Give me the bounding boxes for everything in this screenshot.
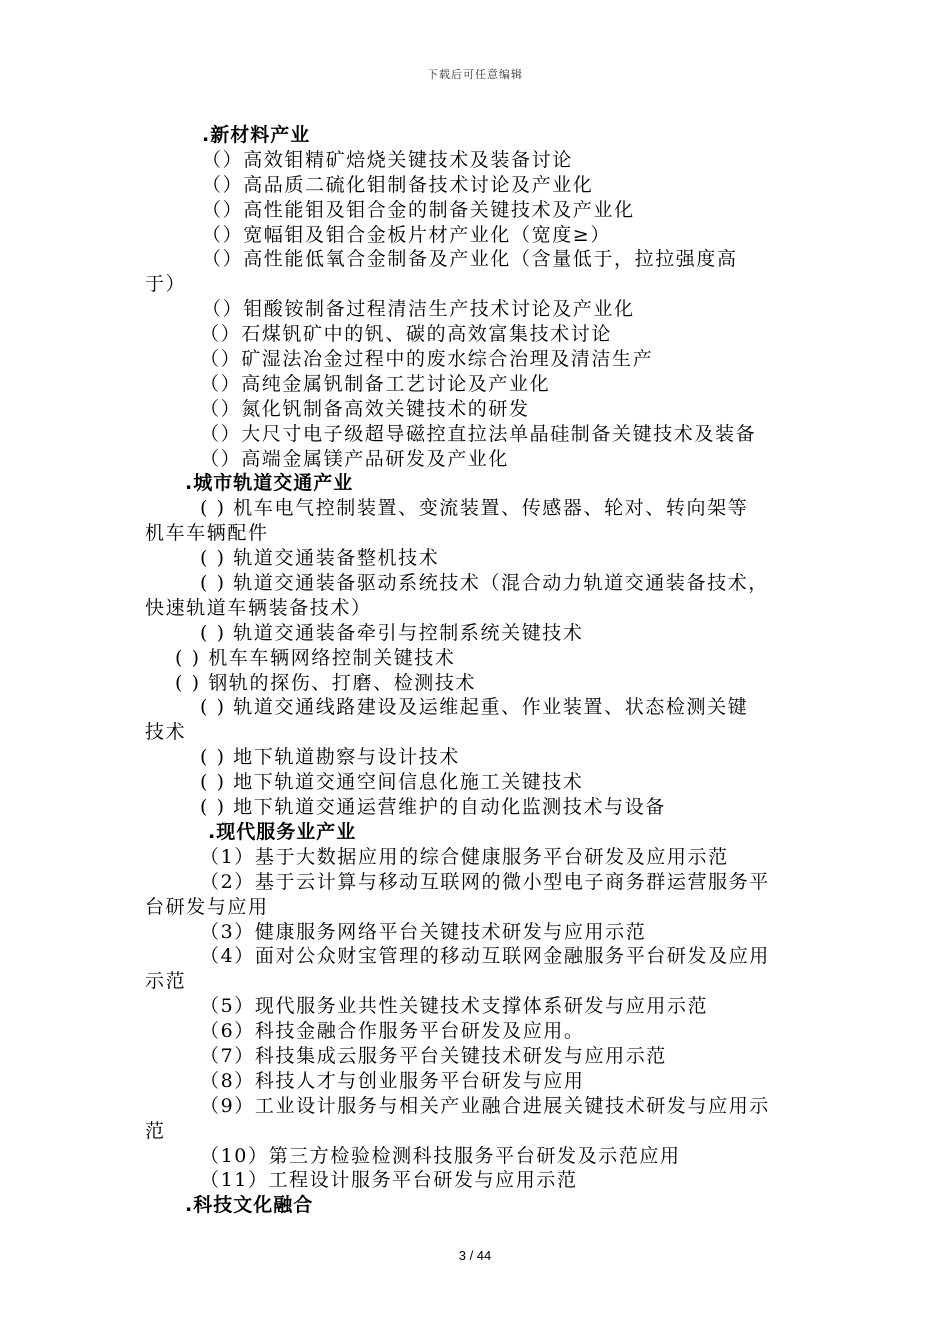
document-line: （5）现代服务业共性关键技术支撑体系研发与应用示范 bbox=[200, 995, 709, 1018]
document-body bbox=[145, 123, 810, 1218]
document-line: （）宽幅钼及钼合金板片材产业化（宽度≥） bbox=[202, 223, 611, 246]
document-line: （）氮化钒制备高效关键技术的研发 bbox=[200, 397, 530, 420]
document-line: 范 bbox=[145, 1119, 166, 1142]
document-line: 示范 bbox=[145, 970, 187, 993]
document-line: （6）科技金融合作服务平台研发及应用。 bbox=[200, 1020, 585, 1043]
document-line: ( ) 钢轨的探伤、打磨、检测技术 bbox=[175, 671, 477, 694]
document-line: （8）科技人才与创业服务平台研发与应用 bbox=[200, 1069, 585, 1092]
document-line: ( ) 地下轨道交通空间信息化施工关键技术 bbox=[200, 771, 584, 794]
page-number: 3 / 44 bbox=[458, 1248, 492, 1263]
document-line: （2）基于云计算与移动互联网的微小型电子商务群运营服务平 bbox=[200, 870, 770, 893]
document-line: ( ) 轨道交通装备牵引与控制系统关键技术 bbox=[200, 621, 584, 644]
document-line: 快速轨道车辆装备技术） bbox=[145, 596, 372, 619]
document-line: 技术 bbox=[145, 721, 187, 744]
document-line: （4）面对公众财宝管理的移动互联网金融服务平台研发及应用 bbox=[200, 945, 770, 968]
document-line: ( ) 轨道交通装备驱动系统技术（混合动力轨道交通装备技术， bbox=[200, 572, 769, 595]
document-line: （11）工程设计服务平台研发与应用示范 bbox=[200, 1169, 578, 1192]
document-line: （）矿湿法冶金过程中的废水综合治理及清洁生产 bbox=[200, 348, 654, 371]
section-heading: .城市轨道交通产业 bbox=[185, 472, 354, 495]
document-line: ( ) 机车车辆网络控制关键技术 bbox=[175, 646, 456, 669]
document-line: 于） bbox=[145, 273, 187, 296]
document-line: （）高性能低氧合金制备及产业化（含量低于，拉拉强度高 bbox=[202, 248, 738, 271]
document-line: ( ) 地下轨道交通运营维护的自动化监测技术与设备 bbox=[200, 796, 666, 819]
section-heading: .现代服务业产业 bbox=[208, 820, 357, 843]
document-line: （）钼酸铵制备过程清洁生产技术讨论及产业化 bbox=[202, 298, 635, 321]
document-line: 台研发与应用 bbox=[145, 895, 269, 918]
document-line: （1）基于大数据应用的综合健康服务平台研发及应用示范 bbox=[200, 845, 729, 868]
document-line: （）高效钼精矿焙烧关键技术及装备讨论 bbox=[202, 148, 573, 171]
document-line: （7）科技集成云服务平台关键技术研发与应用示范 bbox=[200, 1044, 667, 1067]
page-header-note: 下载后可任意编辑 bbox=[427, 68, 523, 81]
document-line: （）大尺寸电子级超导磁控直拉法单晶硅制备关键技术及装备 bbox=[200, 422, 757, 445]
document-line: （）高品质二硫化钼制备技术讨论及产业化 bbox=[202, 173, 594, 196]
document-line: ( ) 轨道交通线路建设及运维起重、作业装置、状态检测关键 bbox=[200, 696, 749, 719]
document-line: （）高端金属镁产品研发及产业化 bbox=[200, 447, 510, 470]
document-line: （3）健康服务网络平台关键技术研发与应用示范 bbox=[200, 920, 647, 943]
section-heading: .科技文化融合 bbox=[185, 1194, 314, 1217]
document-line: （10）第三方检验检测科技服务平台研发及示范应用 bbox=[200, 1144, 681, 1167]
document-line: （）石煤钒矿中的钒、碳的高效富集技术讨论 bbox=[200, 323, 613, 346]
document-line: ( ) 机车电气控制装置、变流装置、传感器、轮对、转向架等 bbox=[200, 497, 749, 520]
document-line: （9）工业设计服务与相关产业融合进展关键技术研发与应用示 bbox=[200, 1094, 770, 1117]
document-line: （）高性能钼及钼合金的制备关键技术及产业化 bbox=[202, 198, 635, 221]
document-line: （）高纯金属钒制备工艺讨论及产业化 bbox=[200, 372, 551, 395]
section-heading: .新材料产业 bbox=[202, 124, 311, 146]
document-line: ( ) 轨道交通装备整机技术 bbox=[200, 547, 440, 570]
document-line: ( ) 地下轨道勘察与设计技术 bbox=[200, 746, 460, 769]
document-line: 机车车辆配件 bbox=[145, 522, 269, 545]
